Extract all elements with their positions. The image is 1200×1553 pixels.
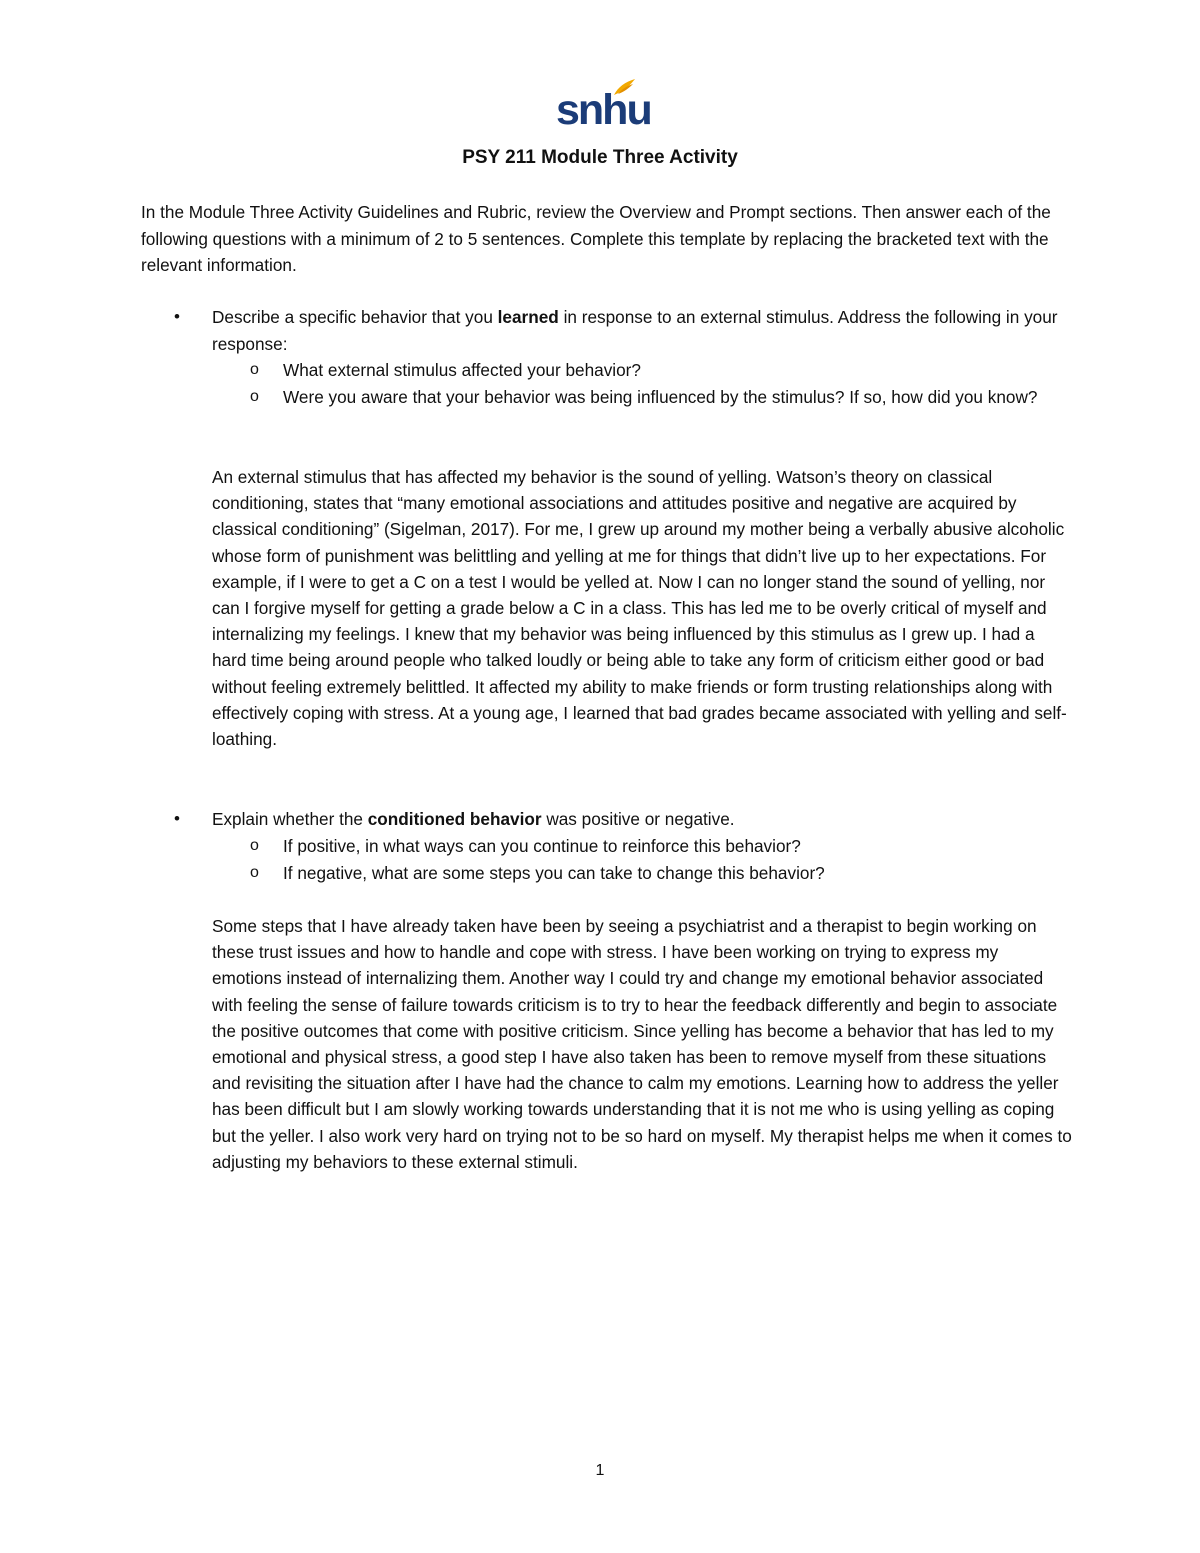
logo-wordmark: snhu [556,86,651,134]
question-1-sub-item: What external stimulus affected your behavior? [283,360,641,380]
question-2-bold: conditioned behavior [367,809,542,829]
sub-bullet-icon: o [250,361,259,378]
page-title: PSY 211 Module Three Activity [462,147,738,168]
intro-paragraph: In the Module Three Activity Guidelines and Rubric, review the Overview and Prompt sections. Then answer each of the following questions with a minimum of 2 to 5 sentences. Complete this template by replacing the bracketed text with the relevant information. [141,202,1051,275]
question-2-sub-item: If positive, in what ways can you continue to reinforce this behavior? [283,836,801,856]
sub-bullet-icon: o [250,864,259,881]
question-1-prefix: Describe a specific behavior that you [212,307,498,327]
bullet-icon: • [174,307,180,326]
question-2-prompt [212,806,1072,833]
question-2-sub-item: If negative, what are some steps you can take to change this behavior? [283,863,825,883]
bullet-icon: • [174,809,180,828]
sub-bullet-icon: o [250,388,259,405]
question-2-prefix: Explain whether the [212,809,368,829]
question-1-bold: learned [497,307,559,327]
sub-bullet-icon: o [250,837,259,854]
question-1-prompt [212,304,1072,357]
snhu-logo [556,78,651,134]
question-1-sub-item: Were you aware that your behavior was being influenced by the stimulus? If so, how did you know? [283,387,1038,407]
page-number: 1 [595,1462,605,1479]
question-1-answer: An external stimulus that has affected my behavior is the sound of yelling. Watson’s theory on classical conditioning, states that “many emotional associations and attitudes positive and negative are acquired by classical conditioning” (Sigelman, 2017). For me, I grew up around my mother being a verbally abusive alcoholic whose form of punishment was belittling and yelling at me for things that didn’t live up to her expectations. For example, if I were to get a C on a test I would be yelled at. Now I can no longer stand the sound of yelling, nor can I forgive myself for getting a grade below a C in a class. This has led me to be overly critical of myself and internalizing my feelings. I knew that my behavior was being influenced by this stimulus as I grew up. I had a hard time being around people who talked loudly or being able to take any form of criticism either good or bad without feeling extremely belittled. It affected my ability to make friends or form trusting relationships along with effectively coping with stress. At a young age, I learned that bad grades became associated with yelling and self-loathing. [212,467,1067,750]
question-1-suffix: in response to an external stimulus. Address the following in your response: [212,307,1058,354]
question-2-suffix: was positive or negative. [541,809,735,829]
question-2-answer: Some steps that I have already taken have been by seeing a psychiatrist and a therapist to begin working on these trust issues and how to handle and cope with stress. I have been working on trying to express my emotions instead of internalizing them. Another way I could try and change my emotional behavior associated with feeling the sense of failure towards criticism is to try to hear the feedback differently and begin to associate the positive outcomes that come with positive criticism. Since yelling has become a behavior that has led to my emotional and physical stress, a good step I have also taken has been to remove myself from these situations and revisiting the situation after I have had the chance to calm my emotions. Learning how to address the yeller has been difficult but I am slowly working towards understanding that it is not me who is using yelling as coping but the yeller. I also work very hard on trying not to be so hard on myself. My therapist helps me when it comes to adjusting my behaviors to these external stimuli. [212,916,1072,1172]
